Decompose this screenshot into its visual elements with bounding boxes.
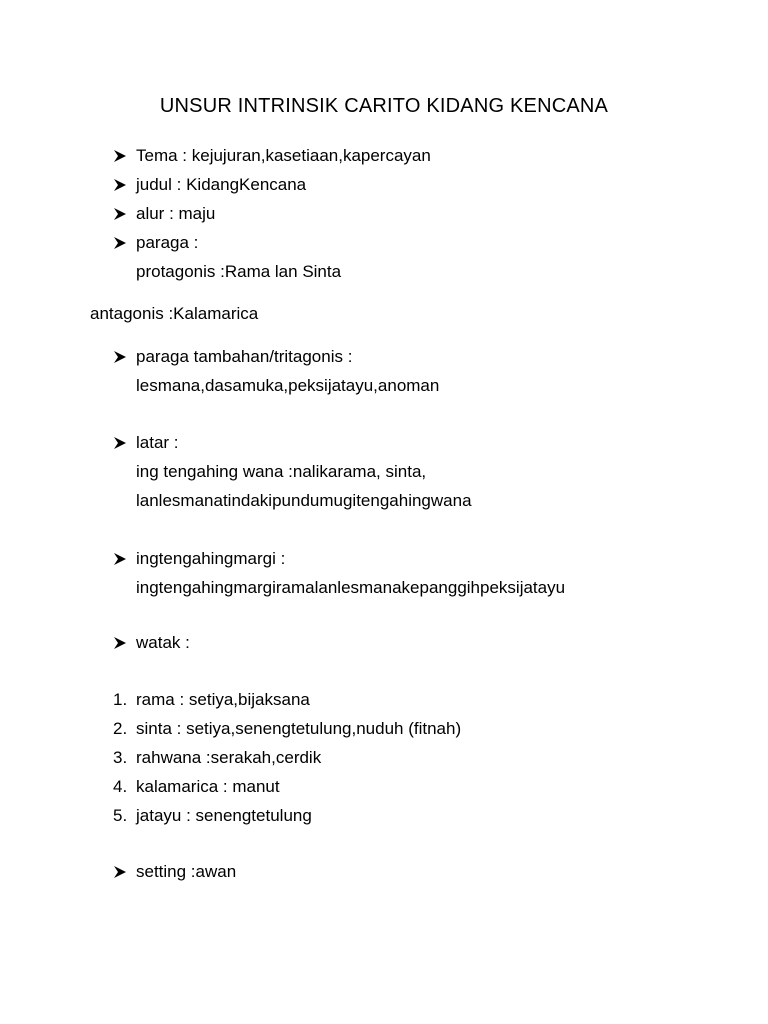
arrowhead-bullet-icon <box>113 346 129 368</box>
arrowhead-bullet-icon <box>113 174 129 196</box>
list-item: sinta : setiya,senengtetulung,nuduh (fitnah) <box>136 719 462 738</box>
item-tritagonis-list: lesmana,dasamuka,peksijatayu,anoman <box>136 376 440 395</box>
item-alur: alur : maju <box>136 204 216 223</box>
item-tema: Tema : kejujuran,kasetiaan,kapercayan <box>136 146 431 165</box>
item-paraga: paraga : <box>136 233 199 252</box>
arrowhead-bullet-icon <box>113 232 129 254</box>
list-number: 2. <box>113 719 128 738</box>
item-latar: latar : <box>136 433 179 452</box>
item-judul: judul : KidangKencana <box>136 175 307 194</box>
arrowhead-bullet-icon <box>113 145 129 167</box>
list-number: 1. <box>113 690 128 709</box>
arrowhead-bullet-icon <box>113 203 129 225</box>
item-tritagonis: paraga tambahan/tritagonis : <box>136 347 353 366</box>
item-latar-2: lanlesmanatindakipundumugitengahingwana <box>136 491 472 510</box>
item-latar-1: ing tengahing wana :nalikarama, sinta, <box>136 462 427 481</box>
list-item: rama : setiya,bijaksana <box>136 690 310 709</box>
list-number: 3. <box>113 748 128 767</box>
item-margi: ingtengahingmargi : <box>136 549 286 568</box>
list-item: rahwana :serakah,cerdik <box>136 748 322 767</box>
item-watak: watak : <box>136 633 190 652</box>
arrowhead-bullet-icon <box>113 632 129 654</box>
item-antagonis: antagonis :Kalamarica <box>90 304 259 323</box>
list-number: 5. <box>113 806 128 825</box>
list-number: 4. <box>113 777 128 796</box>
arrowhead-bullet-icon <box>113 861 129 883</box>
item-margi-1: ingtengahingmargiramalanlesmanakepanggihpeksijatayu <box>136 578 566 597</box>
item-setting: setting :awan <box>136 862 237 881</box>
item-protagonis: protagonis :Rama lan Sinta <box>136 262 342 281</box>
list-item: jatayu : senengtetulung <box>136 806 312 825</box>
list-item: kalamarica : manut <box>136 777 280 796</box>
page-title: UNSUR INTRINSIK CARITO KIDANG KENCANA <box>159 95 609 117</box>
arrowhead-bullet-icon <box>113 432 129 454</box>
arrowhead-bullet-icon <box>113 548 129 570</box>
